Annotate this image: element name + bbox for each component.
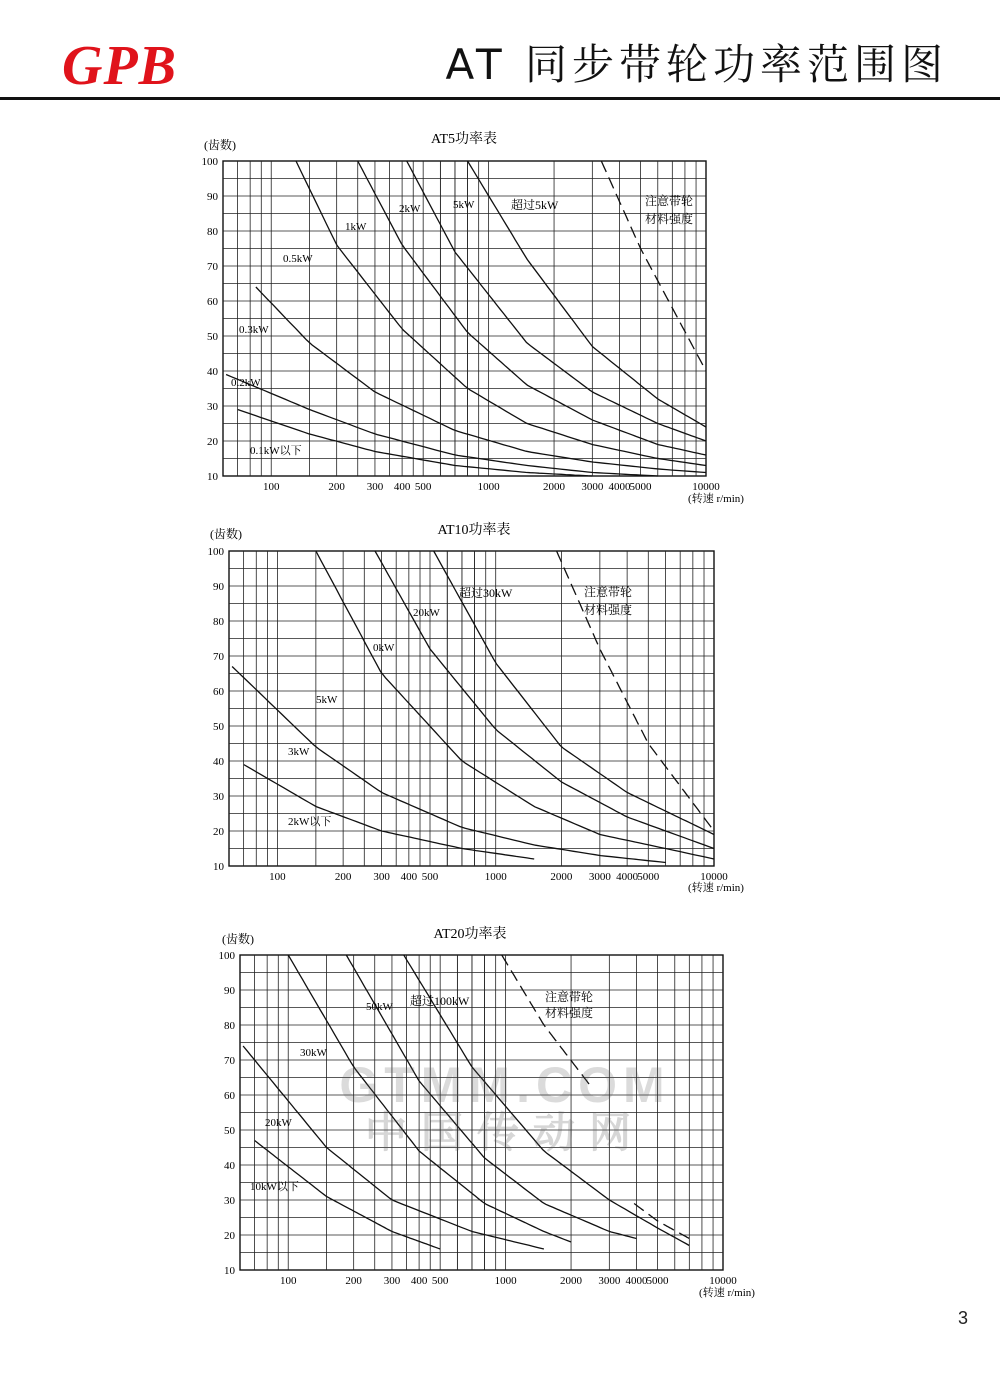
y-tick-label: 30 bbox=[207, 401, 218, 413]
curve-label-over-100kw: 超过100kW bbox=[410, 994, 470, 1008]
x-tick-label: 2000 bbox=[560, 1275, 583, 1287]
y-tick-label: 10 bbox=[207, 471, 218, 483]
note-pulley-line1: 注意带轮 bbox=[545, 990, 594, 1004]
curve-label-over-5kw: 超过5kW bbox=[511, 198, 559, 212]
curve-label-0-3kw: 0.3kW bbox=[239, 324, 269, 336]
series-line bbox=[255, 1141, 441, 1250]
curve-label-10kw-or-less: 10kW以下 bbox=[250, 1181, 299, 1193]
limit-line bbox=[634, 1204, 689, 1239]
x-tick-label: 3000 bbox=[598, 1275, 621, 1287]
x-tick-label: 400 bbox=[393, 481, 411, 493]
curve-label-30kw: 30kW bbox=[300, 1047, 327, 1059]
x-tick-label: 4000 bbox=[616, 871, 639, 883]
y-tick-label: 60 bbox=[213, 686, 224, 698]
series-line bbox=[232, 667, 665, 863]
x-tick-label: 300 bbox=[366, 481, 384, 493]
series-line bbox=[316, 551, 714, 859]
chart-title: AT10功率表 bbox=[437, 523, 511, 538]
y-tick-label: 10 bbox=[224, 1265, 235, 1277]
x-tick-label: 300 bbox=[373, 871, 390, 883]
chart-annotations bbox=[250, 989, 593, 1193]
y-tick-label: 40 bbox=[213, 756, 224, 768]
y-tick-label: 90 bbox=[213, 581, 224, 593]
x-tick-label: 2000 bbox=[550, 871, 573, 883]
y-tick-label: 80 bbox=[224, 1020, 235, 1032]
curve-label-5kw: 5kW bbox=[453, 199, 475, 211]
y-tick-label: 90 bbox=[224, 985, 235, 997]
y-tick-label: 60 bbox=[224, 1090, 235, 1102]
x-tick-label: 300 bbox=[383, 1275, 401, 1287]
curve-label-20kw: 20kW bbox=[265, 1117, 292, 1129]
x-axis-label: (转速 r/min) bbox=[688, 493, 744, 505]
chart-grid bbox=[240, 955, 723, 1270]
series-line bbox=[238, 410, 593, 477]
x-tick-label: 5000 bbox=[629, 481, 652, 493]
y-tick-label: 50 bbox=[213, 721, 224, 733]
x-tick-label: 3000 bbox=[581, 481, 604, 493]
x-tick-label: 10000 bbox=[692, 481, 720, 493]
y-tick-label: 40 bbox=[207, 366, 218, 378]
x-tick-label: 500 bbox=[414, 481, 432, 493]
chart-title: AT5功率表 bbox=[430, 132, 498, 147]
x-tick-label: 100 bbox=[269, 871, 286, 883]
watermark-line1: GTMM.COM bbox=[339, 1057, 671, 1113]
curve-label-20kw: 20kW bbox=[413, 607, 440, 619]
y-tick-label: 20 bbox=[207, 436, 218, 448]
y-tick-label: 20 bbox=[213, 826, 224, 838]
x-tick-label: 5000 bbox=[637, 871, 660, 883]
y-tick-label: 70 bbox=[224, 1055, 235, 1067]
curve-label-10kw: 0kW bbox=[373, 642, 395, 654]
y-tick-label: 100 bbox=[201, 156, 218, 168]
x-tick-label: 500 bbox=[421, 871, 439, 883]
y-tick-label: 70 bbox=[207, 261, 218, 273]
at20-power-chart bbox=[0, 920, 1000, 1320]
gpb-logo: GPB bbox=[62, 35, 177, 97]
x-tick-label: 100 bbox=[279, 1275, 297, 1287]
page-number: 3 bbox=[958, 1308, 969, 1328]
x-tick-label: 1000 bbox=[484, 871, 507, 883]
y-tick-label: 80 bbox=[213, 616, 224, 628]
curve-label-3kw: 3kW bbox=[288, 746, 310, 758]
note-pulley-line2: 材料强度 bbox=[645, 212, 694, 226]
page-title: AT 同步带轮功率范围图 bbox=[445, 40, 948, 89]
note-pulley-line1: 注意带轮 bbox=[584, 585, 633, 599]
x-tick-label: 400 bbox=[400, 871, 418, 883]
note-pulley-line2: 材料强度 bbox=[545, 1006, 594, 1020]
x-tick-label: 4000 bbox=[608, 481, 631, 493]
x-tick-label: 200 bbox=[328, 481, 345, 493]
series-line bbox=[226, 375, 658, 477]
x-tick-label: 10000 bbox=[709, 1275, 737, 1287]
x-tick-label: 1000 bbox=[477, 481, 500, 493]
limit-line bbox=[502, 955, 592, 1088]
y-tick-label: 50 bbox=[207, 331, 218, 343]
x-tick-label: 200 bbox=[334, 871, 352, 883]
note-pulley-line1: 注意带轮 bbox=[645, 194, 694, 208]
y-tick-label: 80 bbox=[207, 226, 218, 238]
y-tick-label: 30 bbox=[224, 1195, 235, 1207]
note-pulley-line2: 材料强度 bbox=[584, 603, 633, 617]
y-tick-label: 30 bbox=[213, 791, 224, 803]
x-tick-label: 3000 bbox=[588, 871, 611, 883]
curve-label-0-5kw: 0.5kW bbox=[283, 253, 313, 265]
y-axis-label: (齿数) bbox=[210, 527, 242, 541]
curve-label-5kw: 5kW bbox=[316, 694, 338, 706]
y-axis-label: (齿数) bbox=[204, 138, 236, 152]
watermark-line2: 中国传动网 bbox=[364, 1108, 645, 1157]
y-tick-label: 100 bbox=[207, 546, 224, 558]
x-tick-label: 400 bbox=[410, 1275, 428, 1287]
curve-label-50kw: 50kW bbox=[366, 1001, 393, 1013]
y-tick-label: 70 bbox=[213, 651, 224, 663]
curve-label-1kw: 1kW bbox=[345, 221, 367, 233]
y-tick-label: 10 bbox=[213, 861, 224, 873]
curve-label-2kw: 2kW bbox=[399, 203, 421, 215]
x-tick-label: 500 bbox=[431, 1275, 449, 1287]
x-tick-label: 100 bbox=[262, 481, 280, 493]
curve-label-0-1kw-or-less: 0.1kW以下 bbox=[250, 445, 302, 457]
y-tick-label: 100 bbox=[218, 950, 235, 962]
header-divider bbox=[0, 97, 1000, 100]
x-tick-label: 2000 bbox=[543, 481, 566, 493]
series-line bbox=[256, 287, 706, 473]
chart-title: AT20功率表 bbox=[433, 927, 507, 942]
chart-ticks bbox=[219, 950, 738, 1287]
y-axis-label: (齿数) bbox=[222, 932, 254, 946]
x-tick-label: 5000 bbox=[646, 1275, 669, 1287]
y-tick-label: 20 bbox=[224, 1230, 235, 1242]
curve-label-0-2kw: 0.2kW bbox=[231, 377, 261, 389]
x-tick-label: 10000 bbox=[700, 871, 728, 883]
x-axis-label: (转速 r/min) bbox=[688, 882, 744, 894]
x-axis-label: (转速 r/min) bbox=[699, 1287, 755, 1299]
y-tick-label: 40 bbox=[224, 1160, 235, 1172]
at10-power-chart bbox=[0, 518, 1000, 918]
y-tick-label: 90 bbox=[207, 191, 218, 203]
at5-power-chart bbox=[0, 128, 1000, 528]
y-tick-label: 60 bbox=[207, 296, 218, 308]
y-tick-label: 50 bbox=[224, 1125, 235, 1137]
x-tick-label: 1000 bbox=[494, 1275, 517, 1287]
series-line bbox=[375, 551, 714, 849]
curve-label-over-30kw: 超过30kW bbox=[459, 586, 513, 600]
curve-label-2kw-or-less: 2kW以下 bbox=[288, 816, 332, 828]
x-tick-label: 200 bbox=[345, 1275, 362, 1287]
x-tick-label: 4000 bbox=[625, 1275, 648, 1287]
